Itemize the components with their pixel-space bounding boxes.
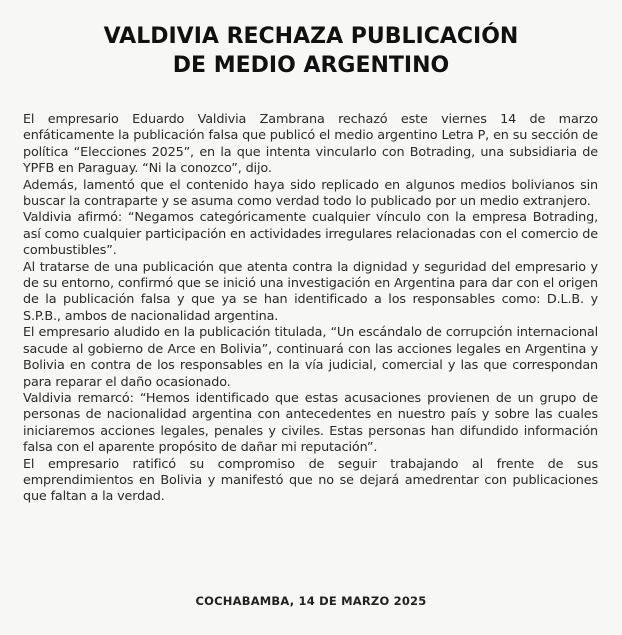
paragraph-5: El empresario aludido en la publicación titulada, “Un escándalo de corrupción internacional sacude al gobierno de Arce en Bolivia”, continuará con las acciones legales en Argentina y Bolivia en contra de los responsables en la vía judicial, comercial y las que correspondan para reparar el daño ocasionado. — [23, 325, 598, 390]
article-body — [23, 112, 598, 506]
paragraph-4: Al tratarse de una publicación que atenta contra la dignidad y seguridad del empresario y de su entorno, confirmó que se inició una investigación en Argentina para dar con el origen de la publicación falsa y que ya se han identificado a los responsables como: D.L.B. y S.P.B., ambos de nacionalidad argentina. — [23, 259, 598, 324]
headline-line-2: DE MEDIO ARGENTINO — [172, 53, 450, 78]
headline-line-1: VALDIVIA RECHAZA PUBLICACIÓN — [103, 24, 519, 49]
paragraph-1: El empresario Eduardo Valdivia Zambrana rechazó este viernes 14 de marzo enfáticamente la publicación falsa que publicó el medio argentino Letra P, en su sección de política “Elecciones 2025”, en la que intenta vincularlo con Botrading, una subsidiaria de YPFB en Paraguay. “Ni la conozco”, dijo. — [23, 112, 598, 177]
dateline: COCHABAMBA, 14 DE MARZO 2025 — [195, 594, 427, 608]
paragraph-3: Valdivia afirmó: “Negamos categóricamente cualquier vínculo con la empresa Botrading, así como cualquier participación en actividades irregulares relacionadas con el comercio de combustibles”. — [23, 210, 598, 259]
paragraph-6: Valdivia remarcó: “Hemos identificado que estas acusaciones provienen de un grupo de personas de nacionalidad argentina con antecedentes en nuestro país y sobre las cuales iniciaremos acciones legales, penales y civiles. Estas personas han difundido información falsa con el aparente propósito de dañar mi reputación”. — [23, 390, 598, 456]
paragraph-2: Además, lamentó que el contenido haya sido replicado en algunos medios bolivianos sin buscar la contraparte y se asuma como verdad todo lo publicado por un medio extranjero. — [23, 177, 598, 210]
paragraph-7: El empresario ratificó su compromiso de seguir trabajando al frente de sus emprendimientos en Bolivia y manifestó que no se dejará amedrentar con publicaciones que faltan a la verdad. — [23, 456, 598, 505]
headline — [0, 22, 622, 80]
